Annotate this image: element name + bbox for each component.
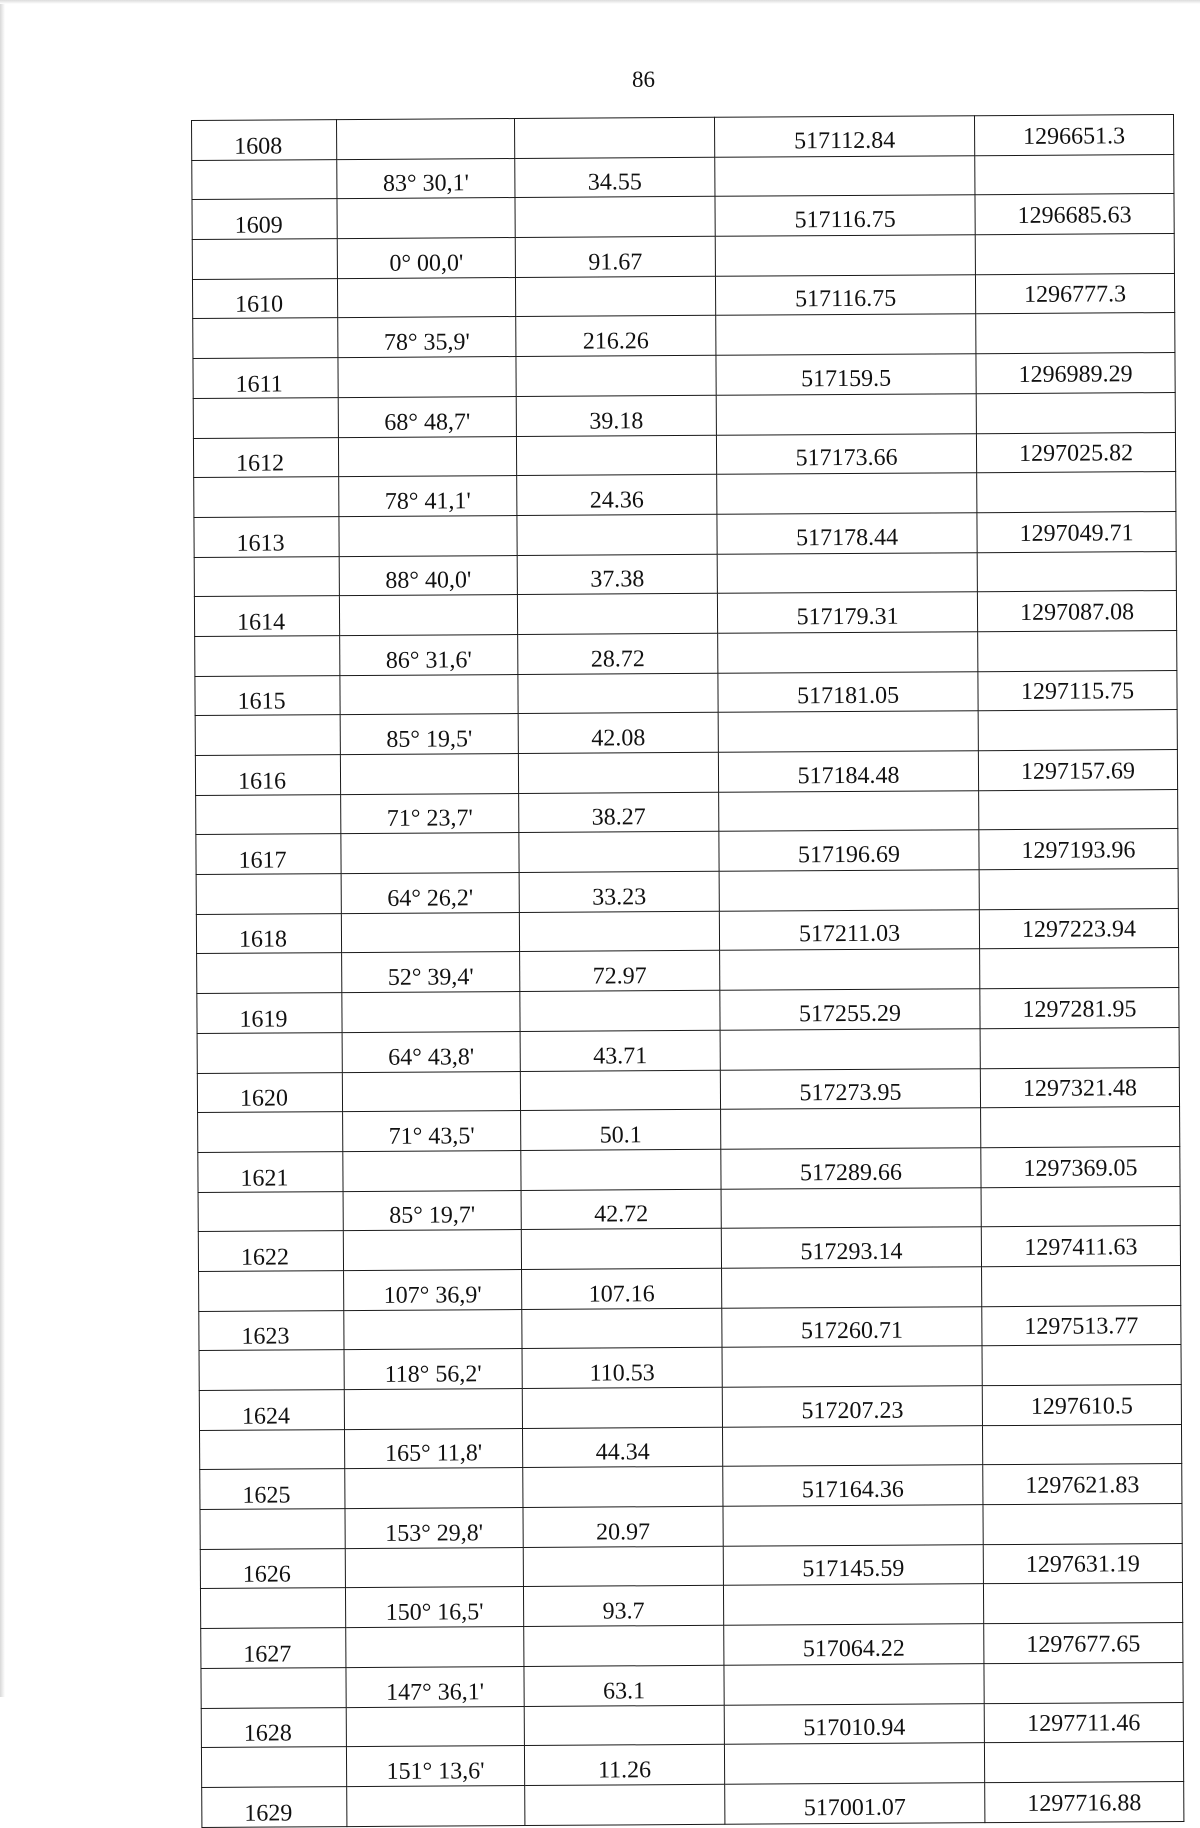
point-number-cell bbox=[195, 715, 340, 756]
distance-cell: 93.7 bbox=[523, 1586, 723, 1627]
table-row bbox=[196, 908, 1178, 954]
direction-angle-cell bbox=[345, 1468, 523, 1509]
y-coordinate-cell bbox=[984, 1662, 1183, 1703]
direction-angle-cell bbox=[346, 1706, 524, 1747]
x-coordinate-cell bbox=[719, 790, 979, 831]
distance-cell bbox=[518, 752, 718, 793]
distance-cell: 216.26 bbox=[516, 316, 716, 357]
x-coordinate-cell bbox=[722, 1425, 982, 1466]
table-row bbox=[194, 551, 1176, 597]
point-number-cell: 1608 bbox=[192, 120, 337, 161]
direction-angle-cell: 85° 19,5' bbox=[340, 714, 518, 755]
y-coordinate-cell bbox=[982, 1345, 1181, 1386]
table-row bbox=[197, 1067, 1179, 1113]
point-number-cell bbox=[192, 159, 337, 200]
y-coordinate-cell bbox=[976, 313, 1175, 354]
y-coordinate-cell: 1296777.3 bbox=[975, 273, 1174, 314]
point-number-cell: 1629 bbox=[202, 1786, 347, 1827]
direction-angle-cell bbox=[340, 754, 518, 795]
table-row bbox=[199, 1305, 1181, 1351]
distance-cell bbox=[516, 435, 716, 476]
direction-angle-cell: 71° 43,5' bbox=[343, 1111, 521, 1152]
x-coordinate-cell: 517179.31 bbox=[717, 592, 977, 633]
x-coordinate-cell bbox=[723, 1584, 983, 1625]
direction-angle-cell: 68° 48,7' bbox=[338, 396, 516, 437]
y-coordinate-cell: 1297711.46 bbox=[984, 1702, 1183, 1743]
table-row bbox=[194, 472, 1176, 518]
point-number-cell: 1624 bbox=[199, 1390, 344, 1431]
direction-angle-cell: 78° 41,1' bbox=[339, 476, 517, 517]
direction-angle-cell: 86° 31,6' bbox=[340, 634, 518, 675]
y-coordinate-cell bbox=[978, 630, 1177, 671]
y-coordinate-cell: 1297677.65 bbox=[984, 1623, 1183, 1664]
y-coordinate-cell bbox=[982, 1424, 1181, 1465]
table-row bbox=[200, 1504, 1182, 1550]
table-row bbox=[198, 1186, 1180, 1232]
y-coordinate-cell: 1297716.88 bbox=[985, 1781, 1184, 1822]
y-coordinate-cell bbox=[981, 1107, 1180, 1148]
point-number-cell: 1620 bbox=[197, 1072, 342, 1113]
distance-cell: 33.23 bbox=[519, 871, 719, 912]
point-number-cell: 1628 bbox=[201, 1707, 346, 1748]
distance-cell bbox=[524, 1625, 724, 1666]
y-coordinate-cell bbox=[984, 1742, 1183, 1783]
x-coordinate-cell bbox=[715, 155, 975, 196]
point-number-cell: 1613 bbox=[194, 516, 339, 557]
point-number-cell: 1617 bbox=[196, 834, 341, 875]
y-coordinate-cell: 1297193.96 bbox=[979, 829, 1178, 870]
direction-angle-cell: 64° 26,2' bbox=[341, 873, 519, 914]
x-coordinate-cell bbox=[723, 1505, 983, 1546]
distance-cell bbox=[522, 1308, 722, 1349]
y-coordinate-cell: 1297621.83 bbox=[983, 1464, 1182, 1505]
y-coordinate-cell: 1297049.71 bbox=[977, 511, 1176, 552]
table-row bbox=[192, 154, 1174, 200]
direction-angle-cell bbox=[340, 674, 518, 715]
point-number-cell bbox=[193, 397, 338, 438]
x-coordinate-cell bbox=[721, 1108, 981, 1149]
x-coordinate-cell: 517064.22 bbox=[724, 1624, 984, 1665]
table-row bbox=[195, 749, 1177, 795]
table-row bbox=[201, 1742, 1183, 1788]
point-number-cell: 1623 bbox=[199, 1310, 344, 1351]
point-number-cell: 1615 bbox=[195, 675, 340, 716]
y-coordinate-cell: 1297321.48 bbox=[980, 1067, 1179, 1108]
y-coordinate-cell bbox=[983, 1504, 1182, 1545]
point-number-cell: 1609 bbox=[192, 199, 337, 240]
direction-angle-cell: 150° 16,5' bbox=[345, 1587, 523, 1628]
point-number-cell: 1610 bbox=[192, 278, 337, 319]
distance-cell bbox=[519, 911, 719, 952]
direction-angle-cell bbox=[345, 1547, 523, 1588]
x-coordinate-cell bbox=[724, 1743, 984, 1784]
direction-angle-cell bbox=[341, 833, 519, 874]
direction-angle-cell bbox=[338, 357, 516, 398]
scan-edge-top bbox=[0, 0, 1200, 4]
table-row bbox=[199, 1345, 1181, 1391]
point-number-cell: 1622 bbox=[198, 1231, 343, 1272]
distance-cell bbox=[515, 197, 715, 238]
direction-angle-cell bbox=[343, 1150, 521, 1191]
y-coordinate-cell bbox=[979, 789, 1178, 830]
point-number-cell: 1616 bbox=[195, 755, 340, 796]
distance-cell: 43.71 bbox=[520, 1030, 720, 1071]
table-row bbox=[201, 1623, 1183, 1669]
table-row bbox=[198, 1226, 1180, 1272]
point-number-cell: 1626 bbox=[200, 1548, 345, 1589]
x-coordinate-cell bbox=[716, 394, 976, 435]
distance-cell bbox=[524, 1705, 724, 1746]
distance-cell: 72.97 bbox=[520, 951, 720, 992]
distance-cell bbox=[523, 1546, 723, 1587]
direction-angle-cell bbox=[338, 436, 516, 477]
x-coordinate-cell bbox=[722, 1267, 982, 1308]
table-row bbox=[192, 194, 1174, 240]
distance-cell bbox=[520, 990, 720, 1031]
x-coordinate-cell: 517196.69 bbox=[719, 830, 979, 871]
point-number-cell bbox=[192, 239, 337, 280]
direction-angle-cell bbox=[346, 1627, 524, 1668]
x-coordinate-cell bbox=[717, 552, 977, 593]
y-coordinate-cell bbox=[975, 154, 1174, 195]
y-coordinate-cell: 1297025.82 bbox=[976, 432, 1175, 473]
point-number-cell bbox=[197, 1032, 342, 1073]
y-coordinate-cell: 1297115.75 bbox=[978, 670, 1177, 711]
distance-cell bbox=[523, 1467, 723, 1508]
direction-angle-cell bbox=[337, 119, 515, 160]
table-row bbox=[192, 273, 1174, 319]
table-row bbox=[197, 948, 1179, 994]
distance-cell bbox=[514, 117, 714, 158]
distance-cell: 39.18 bbox=[516, 395, 716, 436]
y-coordinate-cell: 1297610.5 bbox=[982, 1384, 1181, 1425]
y-coordinate-cell: 1296685.63 bbox=[975, 194, 1174, 235]
distance-cell: 38.27 bbox=[519, 792, 719, 833]
table-row bbox=[196, 869, 1178, 915]
table-row bbox=[193, 392, 1175, 438]
distance-cell bbox=[525, 1784, 725, 1825]
x-coordinate-cell: 517293.14 bbox=[721, 1227, 981, 1268]
distance-cell bbox=[515, 276, 715, 317]
direction-angle-cell bbox=[339, 515, 517, 556]
x-coordinate-cell bbox=[716, 314, 976, 355]
table-row bbox=[193, 313, 1175, 359]
point-number-cell bbox=[200, 1509, 345, 1550]
direction-angle-cell bbox=[344, 1389, 522, 1430]
x-coordinate-cell: 517255.29 bbox=[720, 989, 980, 1030]
y-coordinate-cell: 1296989.29 bbox=[976, 353, 1175, 394]
y-coordinate-cell: 1297411.63 bbox=[981, 1226, 1180, 1267]
x-coordinate-cell bbox=[717, 473, 977, 514]
direction-angle-cell: 83° 30,1' bbox=[337, 158, 515, 199]
y-coordinate-cell bbox=[980, 948, 1179, 989]
y-coordinate-cell bbox=[975, 234, 1174, 275]
y-coordinate-cell bbox=[979, 869, 1178, 910]
y-coordinate-cell bbox=[978, 710, 1177, 751]
distance-cell bbox=[517, 514, 717, 555]
x-coordinate-cell: 517116.75 bbox=[715, 195, 975, 236]
table-row bbox=[195, 710, 1177, 756]
table-row bbox=[200, 1583, 1182, 1629]
point-number-cell bbox=[196, 874, 341, 915]
point-number-cell bbox=[193, 318, 338, 359]
distance-cell: 24.36 bbox=[517, 474, 717, 515]
point-number-cell bbox=[198, 1112, 343, 1153]
x-coordinate-cell bbox=[718, 711, 978, 752]
table-row bbox=[194, 511, 1176, 557]
x-coordinate-cell: 517164.36 bbox=[723, 1465, 983, 1506]
direction-angle-cell: 153° 29,8' bbox=[345, 1508, 523, 1549]
distance-cell: 20.97 bbox=[523, 1506, 723, 1547]
point-number-cell bbox=[194, 556, 339, 597]
table-row bbox=[192, 114, 1174, 160]
point-number-cell: 1621 bbox=[198, 1151, 343, 1192]
distance-cell: 11.26 bbox=[524, 1744, 724, 1785]
distance-cell: 42.08 bbox=[518, 713, 718, 754]
distance-cell bbox=[519, 832, 719, 873]
x-coordinate-cell bbox=[721, 1187, 981, 1228]
x-coordinate-cell bbox=[718, 632, 978, 673]
point-number-cell: 1619 bbox=[197, 993, 342, 1034]
y-coordinate-cell: 1297087.08 bbox=[977, 591, 1176, 632]
direction-angle-cell: 88° 40,0' bbox=[339, 555, 517, 596]
y-coordinate-cell: 1297369.05 bbox=[981, 1146, 1180, 1187]
direction-angle-cell: 64° 43,8' bbox=[342, 1031, 520, 1072]
distance-cell: 50.1 bbox=[521, 1109, 721, 1150]
point-number-cell bbox=[196, 794, 341, 835]
direction-angle-cell: 71° 23,7' bbox=[341, 793, 519, 834]
point-number-cell bbox=[201, 1747, 346, 1788]
y-coordinate-cell bbox=[980, 1027, 1179, 1068]
direction-angle-cell bbox=[342, 1071, 520, 1112]
direction-angle-cell: 147° 36,1' bbox=[346, 1666, 524, 1707]
table-row bbox=[196, 789, 1178, 835]
point-number-cell bbox=[200, 1588, 345, 1629]
y-coordinate-cell: 1297513.77 bbox=[982, 1305, 1181, 1346]
distance-cell: 110.53 bbox=[522, 1348, 722, 1389]
x-coordinate-cell: 517010.94 bbox=[724, 1703, 984, 1744]
point-number-cell: 1618 bbox=[196, 913, 341, 954]
point-number-cell bbox=[199, 1350, 344, 1391]
direction-angle-cell: 78° 35,9' bbox=[338, 317, 516, 358]
y-coordinate-cell bbox=[982, 1265, 1181, 1306]
point-number-cell: 1611 bbox=[193, 358, 338, 399]
distance-cell bbox=[521, 1229, 721, 1270]
distance-cell: 91.67 bbox=[515, 236, 715, 277]
table-row bbox=[201, 1702, 1183, 1748]
x-coordinate-cell: 517116.75 bbox=[715, 274, 975, 315]
direction-angle-cell: 107° 36,9' bbox=[344, 1269, 522, 1310]
point-number-cell bbox=[197, 953, 342, 994]
x-coordinate-cell: 517145.59 bbox=[723, 1544, 983, 1585]
table-row bbox=[200, 1464, 1182, 1510]
point-number-cell bbox=[199, 1271, 344, 1312]
x-coordinate-cell: 517211.03 bbox=[719, 909, 979, 950]
point-number-cell bbox=[195, 636, 340, 677]
table-row bbox=[200, 1543, 1182, 1589]
distance-cell bbox=[518, 673, 718, 714]
table-row bbox=[202, 1781, 1184, 1827]
direction-angle-cell bbox=[344, 1309, 522, 1350]
y-coordinate-cell bbox=[977, 472, 1176, 513]
direction-angle-cell bbox=[337, 198, 515, 239]
distance-cell: 107.16 bbox=[522, 1268, 722, 1309]
table-row bbox=[201, 1662, 1183, 1708]
table-row bbox=[194, 591, 1176, 637]
x-coordinate-cell: 517001.07 bbox=[725, 1783, 985, 1824]
x-coordinate-cell: 517159.5 bbox=[716, 354, 976, 395]
point-number-cell: 1627 bbox=[201, 1628, 346, 1669]
coordinate-table bbox=[191, 114, 1184, 1828]
point-number-cell: 1612 bbox=[193, 437, 338, 478]
x-coordinate-cell bbox=[724, 1663, 984, 1704]
direction-angle-cell bbox=[337, 277, 515, 318]
table-row bbox=[199, 1265, 1181, 1311]
distance-cell bbox=[516, 355, 716, 396]
point-number-cell: 1614 bbox=[194, 596, 339, 637]
table-row bbox=[195, 670, 1177, 716]
table-row bbox=[199, 1384, 1181, 1430]
point-number-cell bbox=[200, 1429, 345, 1470]
y-coordinate-cell: 1297223.94 bbox=[979, 908, 1178, 949]
table-row bbox=[195, 630, 1177, 676]
distance-cell: 28.72 bbox=[518, 633, 718, 674]
x-coordinate-cell: 517207.23 bbox=[722, 1386, 982, 1427]
x-coordinate-cell bbox=[719, 870, 979, 911]
x-coordinate-cell bbox=[715, 235, 975, 276]
table-row bbox=[196, 829, 1178, 875]
y-coordinate-cell bbox=[983, 1583, 1182, 1624]
x-coordinate-cell: 517184.48 bbox=[718, 751, 978, 792]
direction-angle-cell: 165° 11,8' bbox=[345, 1428, 523, 1469]
point-number-cell: 1625 bbox=[200, 1469, 345, 1510]
x-coordinate-cell: 517260.71 bbox=[722, 1306, 982, 1347]
point-number-cell bbox=[194, 477, 339, 518]
y-coordinate-cell bbox=[976, 392, 1175, 433]
y-coordinate-cell: 1297281.95 bbox=[980, 988, 1179, 1029]
x-coordinate-cell bbox=[720, 949, 980, 990]
y-coordinate-cell bbox=[977, 551, 1176, 592]
distance-cell: 63.1 bbox=[524, 1665, 724, 1706]
x-coordinate-cell: 517181.05 bbox=[718, 671, 978, 712]
distance-cell bbox=[522, 1387, 722, 1428]
point-number-cell bbox=[201, 1667, 346, 1708]
x-coordinate-cell: 517112.84 bbox=[714, 116, 974, 157]
point-number-cell bbox=[198, 1191, 343, 1232]
direction-angle-cell bbox=[339, 595, 517, 636]
direction-angle-cell: 52° 39,4' bbox=[342, 952, 520, 993]
x-coordinate-cell bbox=[720, 1029, 980, 1070]
distance-cell: 44.34 bbox=[522, 1427, 722, 1468]
table-row bbox=[197, 1027, 1179, 1073]
distance-cell bbox=[520, 1070, 720, 1111]
page-number: 86 bbox=[632, 67, 655, 92]
table-row bbox=[193, 432, 1175, 478]
y-coordinate-cell bbox=[981, 1186, 1180, 1227]
table-row bbox=[192, 234, 1174, 280]
x-coordinate-cell: 517273.95 bbox=[720, 1068, 980, 1109]
x-coordinate-cell bbox=[722, 1346, 982, 1387]
direction-angle-cell bbox=[347, 1785, 525, 1826]
distance-cell bbox=[521, 1149, 721, 1190]
distance-cell: 34.55 bbox=[515, 157, 715, 198]
y-coordinate-cell: 1297157.69 bbox=[978, 749, 1177, 790]
direction-angle-cell: 118° 56,2' bbox=[344, 1349, 522, 1390]
table-row bbox=[198, 1107, 1180, 1153]
y-coordinate-cell: 1296651.3 bbox=[974, 114, 1173, 155]
distance-cell: 42.72 bbox=[521, 1189, 721, 1230]
table-row bbox=[200, 1424, 1182, 1470]
direction-angle-cell: 85° 19,7' bbox=[343, 1190, 521, 1231]
table-row bbox=[193, 353, 1175, 399]
y-coordinate-cell: 1297631.19 bbox=[983, 1543, 1182, 1584]
x-coordinate-cell: 517289.66 bbox=[721, 1148, 981, 1189]
table-row bbox=[197, 988, 1179, 1034]
direction-angle-cell bbox=[341, 912, 519, 953]
direction-angle-cell bbox=[342, 992, 520, 1033]
direction-angle-cell: 0° 00,0' bbox=[337, 238, 515, 279]
coordinate-table-body bbox=[192, 114, 1184, 1827]
distance-cell bbox=[517, 594, 717, 635]
x-coordinate-cell: 517178.44 bbox=[717, 513, 977, 554]
distance-cell: 37.38 bbox=[517, 554, 717, 595]
x-coordinate-cell: 517173.66 bbox=[716, 433, 976, 474]
direction-angle-cell: 151° 13,6' bbox=[346, 1746, 524, 1787]
table-row bbox=[198, 1146, 1180, 1192]
scan-edge-left bbox=[0, 0, 5, 1697]
direction-angle-cell bbox=[343, 1230, 521, 1271]
